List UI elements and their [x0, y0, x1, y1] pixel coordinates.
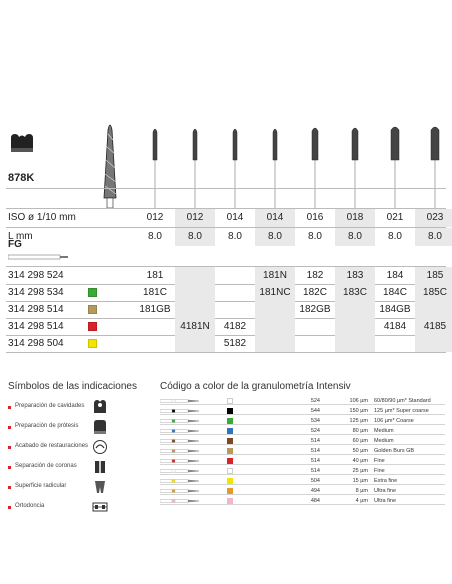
grit-color-swatch	[227, 468, 233, 474]
grit-code: 494	[310, 488, 320, 494]
article-number	[215, 301, 255, 318]
grit-name: Fine	[374, 468, 385, 474]
article-number	[415, 301, 452, 318]
symbol-label: Separación de coronas	[15, 463, 77, 469]
order-ref: 314 298 524	[8, 270, 64, 281]
iso-value: 012	[146, 212, 164, 223]
length-value: 8.0	[255, 228, 295, 246]
grit-row	[160, 407, 445, 415]
grit-name: Fine	[374, 458, 385, 464]
article-number	[215, 284, 255, 301]
article-number	[335, 301, 375, 318]
bullet-marker	[8, 426, 11, 429]
grit-color-swatch	[88, 271, 97, 280]
article-number: 184	[386, 270, 404, 281]
article-number: 181N	[255, 267, 295, 284]
crown-separation-icon	[92, 459, 108, 475]
iso-value: 016	[306, 212, 324, 223]
symbol-label: Ortodoncia	[15, 503, 45, 509]
orthodontics-icon	[92, 499, 108, 515]
article-number	[255, 318, 295, 335]
article-number	[255, 301, 295, 318]
grit-color-swatch	[88, 339, 97, 348]
bur-icon	[160, 479, 200, 483]
article-number	[215, 267, 255, 284]
article-number: 185C	[415, 284, 452, 301]
article-number	[255, 335, 295, 352]
article-number: 4185	[415, 318, 452, 335]
bur-icon	[160, 489, 200, 493]
grit-size: 4 µm	[355, 498, 368, 504]
article-number: 4184	[383, 321, 407, 332]
grit-row	[160, 487, 445, 495]
iso-value: 012	[175, 209, 215, 227]
grit-size: 25 µm	[352, 468, 368, 474]
article-number: 4182	[223, 321, 247, 332]
grit-row	[160, 477, 445, 485]
order-row	[6, 318, 446, 335]
grit-color-swatch	[88, 288, 97, 297]
article-number	[135, 335, 175, 352]
grit-color-swatch	[227, 408, 233, 414]
grit-code: 514	[310, 458, 320, 464]
bur-icon	[160, 459, 200, 463]
bur-icon	[160, 469, 200, 473]
order-ref: 314 298 514	[8, 304, 64, 315]
grit-row	[160, 427, 445, 435]
grit-size: 60 µm	[352, 438, 368, 444]
bur-icon	[160, 409, 200, 413]
grit-color-swatch	[227, 418, 233, 424]
grit-code: 524	[310, 428, 320, 434]
article-number	[335, 318, 375, 335]
tooth-cavity-icon	[92, 399, 108, 415]
product-code: 878K	[8, 172, 35, 184]
bur-small-illustrations	[153, 127, 439, 208]
length-value: 8.0	[228, 231, 242, 242]
length-value: 8.0	[175, 228, 215, 246]
grit-row	[160, 467, 445, 475]
symbol-item	[8, 479, 148, 499]
iso-value: 018	[335, 209, 375, 227]
article-number: 184C	[383, 287, 407, 298]
article-number: 183	[335, 267, 375, 284]
grit-row	[160, 437, 445, 445]
bur-icon	[160, 499, 200, 503]
article-number	[375, 335, 415, 352]
symbol-item	[8, 399, 148, 419]
bullet-marker	[8, 466, 11, 469]
product-table	[0, 120, 452, 350]
bur-icon	[160, 429, 200, 433]
grit-name: 60/80/90 µm* Standard	[374, 398, 431, 404]
article-number: 181NC	[255, 284, 295, 301]
symbols-title: Símbolos de las indicaciones	[8, 381, 137, 392]
article-number: 182	[306, 270, 324, 281]
article-number: 181GB	[139, 304, 171, 315]
grit-name: Ultra fine	[374, 498, 397, 504]
iso-label: ISO ø 1/10 mm	[8, 212, 76, 223]
grit-code: 514	[310, 438, 320, 444]
grit-row	[160, 457, 445, 465]
bullet-marker	[8, 406, 11, 409]
grit-size: 15 µm	[352, 478, 368, 484]
grit-code: 514	[310, 468, 320, 474]
grit-row	[160, 447, 445, 455]
article-number	[175, 267, 215, 284]
length-row	[6, 228, 446, 246]
article-number	[295, 335, 335, 352]
bur-icon	[160, 439, 200, 443]
row-divider	[6, 352, 446, 353]
article-number	[175, 284, 215, 301]
grit-name: 106 µm* Coarse	[374, 418, 414, 424]
bur-large-illustration	[104, 125, 116, 208]
shank-type-label: FG	[8, 239, 22, 250]
grit-color-swatch	[227, 428, 233, 434]
order-ref: 314 298 534	[8, 287, 64, 298]
grit-color-swatch	[88, 305, 97, 314]
symbol-item	[8, 459, 148, 479]
length-value: 8.0	[415, 228, 452, 246]
grit-name: Medium	[374, 438, 394, 444]
grit-row	[160, 417, 445, 425]
order-ref: 314 298 504	[8, 338, 64, 349]
bullet-marker	[8, 486, 11, 489]
root-surface-icon	[92, 479, 108, 495]
grit-name: Ultra fine	[374, 488, 397, 494]
symbol-label: Preparación de prótesis	[15, 423, 79, 429]
symbol-item	[8, 499, 148, 519]
iso-value: 014	[255, 209, 295, 227]
grit-size: 40 µm	[352, 458, 368, 464]
grit-color-swatch	[227, 498, 233, 504]
article-number	[175, 301, 215, 318]
grit-code: 504	[310, 478, 320, 484]
symbol-label: Superficie radicular	[15, 483, 67, 489]
symbol-label: Acabado de restauraciones	[15, 443, 89, 449]
article-number: 182C	[303, 287, 327, 298]
grit-title: Código a color de la granulometría Intensiv	[160, 381, 351, 392]
order-row	[6, 301, 446, 318]
grit-row	[160, 397, 445, 405]
bur-illustrations	[0, 120, 452, 208]
bullet-marker	[8, 506, 11, 509]
grit-code: 544	[310, 408, 320, 414]
bur-icon	[160, 449, 200, 453]
fg-shank-icon	[8, 254, 68, 260]
article-number	[335, 335, 375, 352]
grit-name: Extra fine	[374, 478, 398, 484]
grit-size: 50 µm	[352, 448, 368, 454]
length-value: 8.0	[148, 231, 162, 242]
bur-icon	[160, 419, 200, 423]
tooth-crown-icon	[92, 419, 108, 435]
article-number: 181C	[143, 287, 167, 298]
grit-color-swatch	[227, 478, 233, 484]
iso-row	[6, 209, 446, 227]
article-number: 185	[415, 267, 452, 284]
length-value: 8.0	[388, 231, 402, 242]
article-number: 181	[146, 270, 164, 281]
grit-name: 125 µm* Super coarse	[374, 408, 429, 414]
grit-color-swatch	[227, 438, 233, 444]
grit-size: 80 µm	[352, 428, 368, 434]
article-number: 183C	[335, 284, 375, 301]
length-label: L mm	[8, 231, 33, 242]
grit-color-swatch	[88, 322, 97, 331]
article-number	[295, 318, 335, 335]
grit-code: 514	[310, 448, 320, 454]
bur-icon	[160, 399, 200, 403]
order-row	[6, 284, 446, 301]
symbol-item	[8, 419, 148, 439]
article-number	[135, 318, 175, 335]
iso-value: 021	[386, 212, 404, 223]
grit-color-swatch	[227, 448, 233, 454]
grit-size: 125 µm	[349, 418, 368, 424]
grit-code: 484	[310, 498, 320, 504]
order-ref: 314 298 514	[8, 321, 64, 332]
grit-size: 106 µm	[349, 398, 368, 404]
grit-code: 524	[310, 398, 320, 404]
restoration-finish-icon	[92, 439, 108, 455]
length-value: 8.0	[335, 228, 375, 246]
article-number: 5182	[223, 338, 247, 349]
grit-code: 534	[310, 418, 320, 424]
iso-value: 023	[415, 209, 452, 227]
article-number	[415, 335, 452, 352]
article-number	[175, 335, 215, 352]
grit-name: Golden Burs GB	[374, 448, 415, 454]
order-row	[6, 335, 446, 352]
symbol-label: Preparación de cavidades	[15, 403, 85, 409]
length-value: 8.0	[308, 231, 322, 242]
grit-color-swatch	[227, 398, 233, 404]
article-number: 182GB	[299, 304, 331, 315]
iso-value: 014	[226, 212, 244, 223]
grit-name: Medium	[374, 428, 394, 434]
grit-color-swatch	[227, 488, 233, 494]
article-number: 4181N	[175, 318, 215, 335]
bullet-marker	[8, 446, 11, 449]
order-row	[6, 267, 446, 284]
grit-size: 8 µm	[355, 488, 368, 494]
grit-size: 150 µm	[349, 408, 368, 414]
grit-row	[160, 497, 445, 505]
grit-color-swatch	[227, 458, 233, 464]
symbol-item	[8, 439, 148, 459]
article-number: 184GB	[379, 304, 411, 315]
